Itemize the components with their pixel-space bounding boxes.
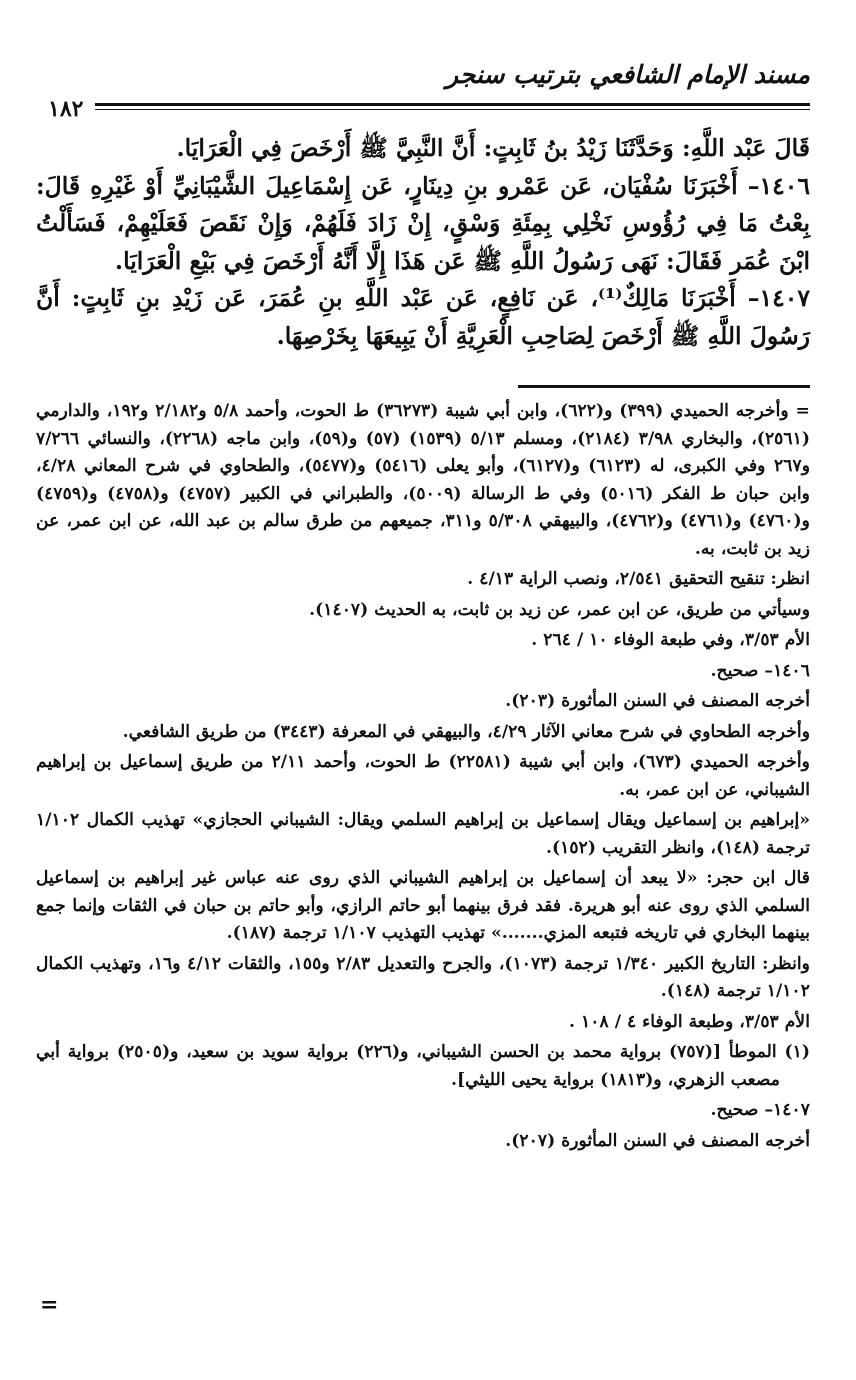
note-paragraph: وسيأتي من طريق، عن ابن عمر، عن زيد بن ثابت، به الحديث (١٤٠٧).	[309, 599, 810, 620]
header-rule	[36, 95, 810, 125]
footnote-separator	[518, 385, 810, 388]
footnote-1	[36, 1039, 810, 1094]
note-paragraph: وانظر: التاريخ الكبير ١/٣٤٠ ترجمة (١٠٧٣)، والجرح والتعديل ٢/٨٣ و١٥٥، والثقات ٤/١٢ و١٦، وتهذيب الكمال ١/١٠٢ ترجمة (١٤٨).	[36, 953, 810, 1001]
hadith-1406: ١٤٠٦– أَخْبَرَنَا سُفْيَان، عَن عَمْرو بنِ دِينَارٍ، عَن إِسْمَاعِيلَ الشَّيْبَانِيِّ أَوْ غَيْرِهِ قَالَ: بِعْتُ مَا فِي رُؤُوسِ نَخْلِي بِمِئَةِ وَسْقٍ، إِنْ زَادَ فَلَهُمْ، وَإِنْ نَقَصَ فَعَلَيْهِمْ، فَسَأَلْتُ ابْنَ عُمَر فَقَالَ: نَهَى رَسُولُ اللَّهِ ﷺ عَن هَذَا إِلَّا أَنَّهُ أَرْخَصَ فِي بَيْعِ الْعَرَايَا.	[36, 171, 810, 275]
main-text	[36, 130, 810, 355]
note-paragraph: أخرجه المصنف في السنن المأثورة (٢٠٧).	[505, 1130, 810, 1151]
header-rule-thin-line	[36, 109, 810, 110]
note-paragraph: الأم ٣/٥٣، وفي طبعة الوفاء ١٠ / ٢٦٤ .	[531, 630, 810, 650]
continuation-mark: =	[40, 1292, 59, 1318]
note-paragraph: أخرجه المصنف في السنن المأثورة (٢٠٣).	[505, 691, 810, 711]
main-paragraph-1: قَالَ عَبْد اللَّهِ: وَحَدَّثَنَا زَيْدُ بنُ ثَابِتٍ: أَنَّ النَّبِيَّ ﷺ أَرْخَصَ فِي الْعَرَايَا.	[176, 134, 810, 162]
note-paragraph: وأخرجه الحميدي (٦٧٣)، وابن أبي شيبة (٢٢٥٨١) ط الحوت، وأحمد ٢/١١ من طريق إسماعيل بن إبراهيم الشيباني، عن ابن عمر، به.	[36, 752, 810, 800]
note-heading-1406: ١٤٠٦– صحيح.	[710, 660, 810, 681]
note-paragraph: = وأخرجه الحميدي (٣٩٩) و(٦٢٢)، وابن أبي شيبة (٣٦٢٧٣) ط الحوت، وأحمد ٥/٨ و٢/١٨٢ و١٩٢، والدارمي (٢٥٦١)، والبخاري ٣/٩٨ (٢١٨٤)، ومسلم ٥/١٣ (١٥٣٩) (٥٧) و(٥٩)، وابن ماجه (٢٢٦٨)، والنسائي ٧/٢٦٦ و٢٦٧ وفي الكبرى، له (٦١٢٣) و(٦١٢٧)، وأبو يعلى (٥٤١٦) و(٥٤٧٧)، والطحاوي في شرح المعاني ٤/٢٨، وابن حبان ط الفكر (٥٠١٦) وفي ط الرسالة (٥٠٠٩)، والطبراني في الكبير (٤٧٥٧) و(٤٧٥٨) و(٤٧٥٩) و(٤٧٦٠) و(٤٧٦١) و(٤٧٦٢)، والبيهقي ٥/٣٠٨ و٣١١، جميعهم من طرق سالم بن عبد الله، عن ابن عمر، عن زيد بن ثابت، به.	[36, 401, 811, 559]
note-paragraph: الأم ٣/٥٣، وطبعة الوفاء ٤ / ١٠٨ .	[569, 1011, 810, 1032]
footnote-text: الموطأ [(٧٥٧) برواية محمد بن الحسن الشيباني، و(٢٢٦) برواية سويد بن سعيد، و(٢٥٠٥) برواية أبي مصعب الزهري، و(١٨١٣) برواية يحيى الليثي].	[36, 1042, 780, 1090]
page-number: ١٨٢	[36, 95, 95, 123]
hadith-1407: ١٤٠٧– أَخْبَرَنَا مَالِكٌ⁽¹⁾، عَن نَافِعٍ، عَن عَبْد اللَّهِ بنِ عُمَرَ، عَن زَيْدِ بنِ ثَابِتٍ: أَنَّ رَسُولَ اللَّهِ ﷺ أَرْخَصَ لِصَاحِبِ الْعَرِيَّةِ أَنْ يَبِيعَهَا بِخَرْصِهَا.	[36, 284, 810, 350]
note-paragraph: وأخرجه الطحاوي في شرح معاني الآثار ٤/٢٩، والبيهقي في المعرفة (٣٤٤٣) من طريق الشافعي.	[122, 721, 810, 742]
note-paragraph: انظر: تنقيح التحقيق ٢/٥٤١، ونصب الراية ٤/١٣ .	[467, 569, 810, 589]
note-paragraph: قال ابن حجر: «لا يبعد أن إسماعيل بن إبراهيم الشيباني الذي روى عنه عباس غير إبراهيم بن إسماعيل السلمي الذي روى عنه أبو هريرة. فقد فرق بينهما أبو حاتم الرازي، وأبو حاتم بن حبان في الثقات وإنما جمع بينهما البخاري في تاريخه فتبعه المزي.......» تهذيب التهذيب ١/١٠٧ ترجمة (١٨٧).	[36, 868, 810, 943]
footnote-number: (١)	[784, 1042, 810, 1062]
notes-section	[36, 398, 810, 1155]
note-paragraph: «إبراهيم بن إسماعيل ويقال إسماعيل بن إبراهيم السلمي ويقال: الشيباني الحجازي» تهذيب الكمال ١/١٠٢ ترجمة (١٤٨)، وانظر التقريب (١٥٢).	[36, 810, 810, 858]
running-header-title: مسند الإمام الشافعي بترتيب سنجر	[446, 60, 810, 89]
note-heading-1407: ١٤٠٧– صحيح.	[710, 1100, 810, 1120]
header-rule-thick-line	[36, 103, 810, 106]
